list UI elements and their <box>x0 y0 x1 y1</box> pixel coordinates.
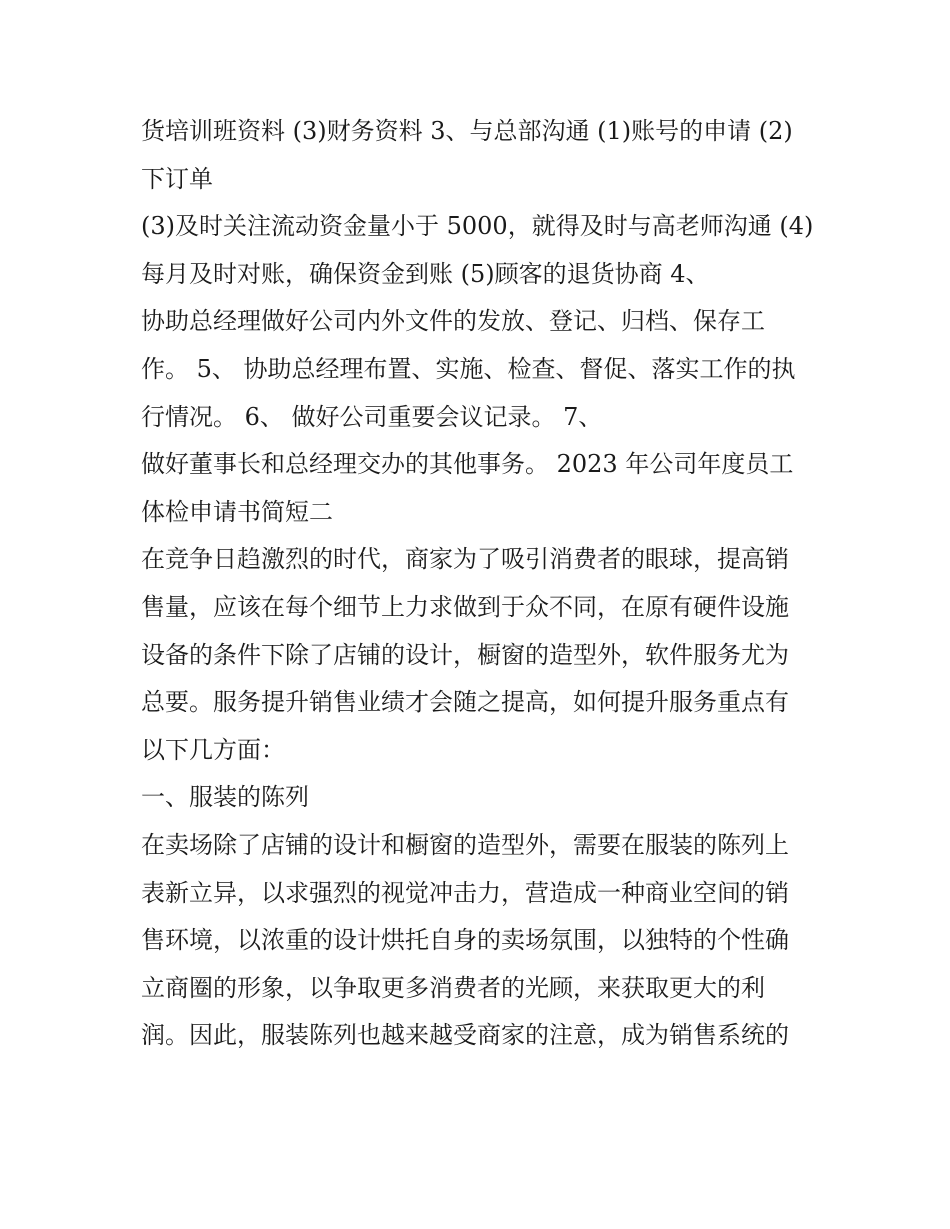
text-line: 每月及时对账，确保资金到账 (5)顾客的退货协商 4、 <box>141 259 710 288</box>
document-body <box>141 108 831 1060</box>
text-line: 总要。服务提升销售业绩才会随之提高，如何提升服务重点有 <box>141 688 789 717</box>
section-heading: 一、服装的陈列 <box>141 783 309 812</box>
text-line: 行情况。 6、 做好公司重要会议记录。 7、 <box>141 402 603 431</box>
text-line: 在竞争日趋激烈的时代，商家为了吸引消费者的眼球，提高销 <box>141 545 789 574</box>
text-line: 设备的条件下除了店铺的设计，橱窗的造型外，软件服务尤为 <box>141 640 789 669</box>
text-line: 作。 5、 协助总经理布置、实施、检查、督促、落实工作的执 <box>141 354 796 383</box>
text-line: 做好董事长和总经理交办的其他事务。 2023 年公司年度员工 <box>141 450 794 479</box>
text-line: 立商圈的形象，以争取更多消费者的光顾，来获取更大的利 <box>141 973 765 1002</box>
text-line: 润。因此，服装陈列也越来越受商家的注意，成为销售系统的 <box>141 1021 789 1050</box>
section-title-line: 体检申请书简短二 <box>141 497 333 526</box>
text-line: 表新立异，以求强烈的视觉冲击力，营造成一种商业空间的销 <box>141 878 789 907</box>
text-line: 协助总经理做好公司内外文件的发放、登记、归档、保存工 <box>141 307 765 336</box>
text-line: 货培训班资料 (3)财务资料 3、与总部沟通 (1)账号的申请 (2) <box>141 117 793 145</box>
text-line: 在卖场除了店铺的设计和橱窗的造型外，需要在服装的陈列上 <box>141 830 789 859</box>
text-line: (3)及时关注流动资金量小于 5000，就得及时与高老师沟通 (4) <box>141 212 814 241</box>
text-line: 售环境，以浓重的设计烘托自身的卖场氛围，以独特的个性确 <box>141 926 789 955</box>
text-line: 下订单 <box>141 164 213 193</box>
text-line: 售量，应该在每个细节上力求做到于众不同，在原有硬件设施 <box>141 592 789 621</box>
text-line: 以下几方面： <box>141 735 285 764</box>
